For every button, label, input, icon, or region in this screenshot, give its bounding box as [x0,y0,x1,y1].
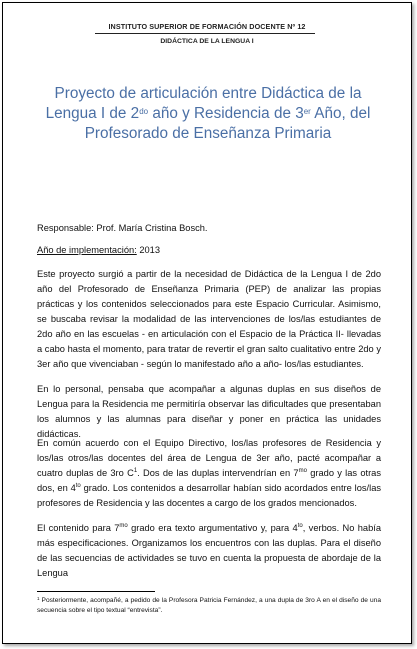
subject-header: DIDÁCTICA DE LA LENGUA I [160,38,254,45]
p4-sup-to: to [297,523,303,529]
footnote-divider [37,591,155,592]
p3-sup-to: to [75,483,81,489]
title-line-3: Profesorado de Enseñanza Primaria [84,125,332,142]
title-sup-do: do [139,107,149,116]
year-label: Año de implementación: [37,245,137,255]
title-line-1: Proyecto de articulación entre Didáctica de la [54,85,362,102]
footnote-text: Posteriormente, acompañé, a pedido de la Profesora Patricia Fernández, a una dupla de 3ro A en el diseño de una secuencia sobre el tipo textual “entrevista”. [37,597,381,614]
title-sup-er: er [303,107,311,116]
document-title [43,84,373,144]
p4-part-b: grado era texto argumentativo y, para 4 [127,523,298,533]
title-line-2a: Lengua I de 2 [45,105,140,122]
paragraph-3 [37,436,381,511]
footnote [37,596,381,615]
title-line-2c: Año, del [310,105,371,122]
p3-part-d: grado. Los contenidos a desarrollar habían sido acordados entre los/las profesores de Residencia y las docentes a cargo de los grados mencionados. [37,483,382,508]
document-page [2,2,412,644]
p3-sup-mo: mo [298,468,307,474]
title-line-2b: año y Residencia de 3 [148,105,304,122]
p4-part-c: , verbos. No había más especificaciones. Organizamos los encuentros con las duplas. Para el diseño de las secuencias de actividades se tuvo en cuenta la propuesta de abordaje de la Lengua [37,523,381,578]
paragraph-4 [37,521,381,581]
paragraph-1: Este proyecto surgió a partir de la necesidad de Didáctica de la Lengua I de 2do año del Profesorado de Enseñanza Primaria (PEP) de analizar las propias prácticas y los contenidos seleccionados para este Espacio Curricular. Asimismo, se buscaba revisar la modalidad de las intervenciones de los/las estudiantes de 2do año en las escuelas - en articulación con el Espacio de la Práctica II- llevadas a cabo hasta el momento, para tratar de revertir el gran salto cualitativo entre 2do y 3er año que vivenciaban - según lo manifestado año a año- los/las estudiantes. [37,269,381,369]
header-divider [95,33,315,34]
p4-sup-mo: mo [119,523,128,529]
p3-part-c: grado y las otras dos, en 4 [37,468,382,493]
responsable-line: Responsable: Prof. María Cristina Bosch. [37,223,208,233]
institute-header: INSTITUTO SUPERIOR DE FORMACIÓN DOCENTE Nº 12 [108,22,306,31]
year-value: 2013 [136,245,161,255]
p3-part-b: . Dos de las duplas intervendrían en 7 [137,468,299,478]
implementation-year [37,243,381,258]
paragraph-2: En lo personal, pensaba que acompañar a algunas duplas en sus diseños de Lengua para la Residencia me permitiría observar las dificultades que presentaban los alumnos y las alumnas para diseñar y poner en práctica las unidades didácticas. [37,384,381,439]
p3-part-a: En común acuerdo con el Equipo Directivo, los/las profesores de Residencia y los/las otros/las docentes del área de Lengua de 3er año, pacté acompañar a cuatro duplas de 3ro C [37,438,381,478]
p4-part-a: El contenido para 7 [37,523,120,533]
footnote-number: 1 [37,596,40,601]
footnote-ref-1[interactable]: 1 [133,468,138,474]
